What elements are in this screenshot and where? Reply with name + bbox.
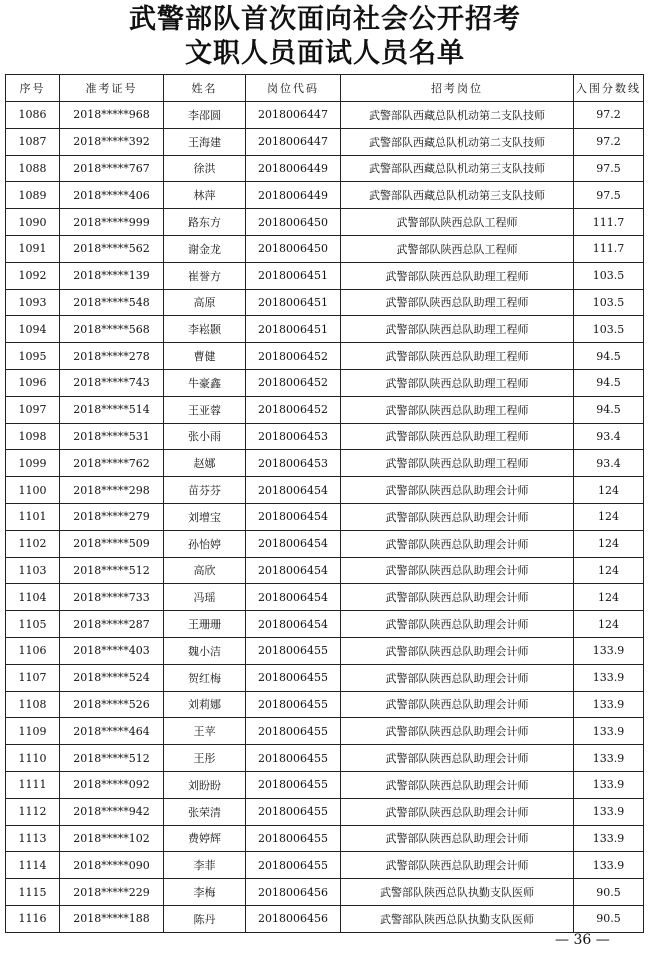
table-row <box>6 396 644 423</box>
table-row <box>6 369 644 396</box>
cell-name: 刘莉娜 <box>164 691 246 718</box>
cell-post: 武警部队陕西总队助理会计师 <box>341 825 574 852</box>
cell-post: 武警部队陕西总队助理工程师 <box>341 262 574 289</box>
cell-post: 武警部队陕西总队助理会计师 <box>341 691 574 718</box>
cell-exam-id: 2018*****762 <box>60 450 164 477</box>
cell-cutoff: 93.4 <box>574 423 644 450</box>
cell-post-code: 2018006454 <box>246 477 341 504</box>
cell-name: 李菲 <box>164 852 246 879</box>
cell-seq: 1089 <box>6 182 60 209</box>
cell-post: 武警部队陕西总队助理工程师 <box>341 450 574 477</box>
cell-post-code: 2018006456 <box>246 905 341 932</box>
cell-post: 武警部队陕西总队助理工程师 <box>341 369 574 396</box>
cell-post-code: 2018006447 <box>246 102 341 129</box>
cell-post: 武警部队陕西总队执勤支队医师 <box>341 905 574 932</box>
cell-name: 苗芬芬 <box>164 477 246 504</box>
cell-post-code: 2018006455 <box>246 718 341 745</box>
cell-name: 路东方 <box>164 209 246 236</box>
table-row <box>6 477 644 504</box>
table-row <box>6 262 644 289</box>
cell-cutoff: 124 <box>574 557 644 584</box>
cell-cutoff: 90.5 <box>574 905 644 932</box>
cell-post-code: 2018006453 <box>246 423 341 450</box>
cell-seq: 1094 <box>6 316 60 343</box>
cell-name: 费婷辉 <box>164 825 246 852</box>
cell-cutoff: 133.9 <box>574 798 644 825</box>
cell-post: 武警部队陕西总队工程师 <box>341 235 574 262</box>
cell-exam-id: 2018*****526 <box>60 691 164 718</box>
cell-seq: 1092 <box>6 262 60 289</box>
cell-seq: 1093 <box>6 289 60 316</box>
cell-post: 武警部队陕西总队助理工程师 <box>341 316 574 343</box>
cell-post-code: 2018006452 <box>246 396 341 423</box>
cell-seq: 1090 <box>6 209 60 236</box>
table-row <box>6 289 644 316</box>
table-row <box>6 852 644 879</box>
cell-seq: 1112 <box>6 798 60 825</box>
cell-exam-id: 2018*****287 <box>60 611 164 638</box>
table-row <box>6 691 644 718</box>
cell-exam-id: 2018*****968 <box>60 102 164 129</box>
document-title-line-1: 武警部队首次面向社会公开招考 <box>129 4 521 35</box>
cell-post: 武警部队陕西总队助理会计师 <box>341 503 574 530</box>
cell-name: 魏小洁 <box>164 637 246 664</box>
cell-name: 李崧颢 <box>164 316 246 343</box>
cell-cutoff: 97.2 <box>574 102 644 129</box>
cell-exam-id: 2018*****403 <box>60 637 164 664</box>
cell-post: 武警部队陕西总队助理工程师 <box>341 289 574 316</box>
cell-post-code: 2018006447 <box>246 128 341 155</box>
cell-seq: 1115 <box>6 879 60 906</box>
cell-seq: 1114 <box>6 852 60 879</box>
table-row <box>6 343 644 370</box>
cell-exam-id: 2018*****524 <box>60 664 164 691</box>
cell-post: 武警部队陕西总队工程师 <box>341 209 574 236</box>
cell-name: 王苹 <box>164 718 246 745</box>
cell-cutoff: 97.5 <box>574 155 644 182</box>
cell-cutoff: 133.9 <box>574 745 644 772</box>
header-post-code: 岗位代码 <box>246 75 341 102</box>
table-row <box>6 182 644 209</box>
cell-post: 武警部队陕西总队助理会计师 <box>341 557 574 584</box>
cell-exam-id: 2018*****406 <box>60 182 164 209</box>
table-row <box>6 718 644 745</box>
cell-post-code: 2018006455 <box>246 691 341 718</box>
table-header-row <box>6 75 644 102</box>
cell-seq: 1096 <box>6 369 60 396</box>
cell-post-code: 2018006452 <box>246 369 341 396</box>
cell-cutoff: 124 <box>574 477 644 504</box>
cell-cutoff: 133.9 <box>574 664 644 691</box>
cell-post-code: 2018006455 <box>246 852 341 879</box>
table-row <box>6 611 644 638</box>
cell-cutoff: 103.5 <box>574 289 644 316</box>
table-row <box>6 155 644 182</box>
cell-cutoff: 103.5 <box>574 262 644 289</box>
cell-exam-id: 2018*****139 <box>60 262 164 289</box>
table-row <box>6 584 644 611</box>
cell-name: 李梅 <box>164 879 246 906</box>
cell-cutoff: 111.7 <box>574 235 644 262</box>
table-row <box>6 235 644 262</box>
header-name: 姓名 <box>164 75 246 102</box>
cell-cutoff: 133.9 <box>574 852 644 879</box>
cell-name: 冯瑶 <box>164 584 246 611</box>
cell-post-code: 2018006454 <box>246 530 341 557</box>
cell-post-code: 2018006452 <box>246 343 341 370</box>
table-row <box>6 664 644 691</box>
cell-post-code: 2018006455 <box>246 825 341 852</box>
cell-seq: 1097 <box>6 396 60 423</box>
cell-seq: 1100 <box>6 477 60 504</box>
cell-post: 武警部队陕西总队助理会计师 <box>341 664 574 691</box>
cell-exam-id: 2018*****942 <box>60 798 164 825</box>
cell-post: 武警部队陕西总队助理会计师 <box>341 771 574 798</box>
table-row <box>6 557 644 584</box>
header-seq: 序号 <box>6 75 60 102</box>
cell-post-code: 2018006454 <box>246 584 341 611</box>
cell-post-code: 2018006454 <box>246 503 341 530</box>
table-row <box>6 102 644 129</box>
cell-cutoff: 133.9 <box>574 637 644 664</box>
cell-name: 林萍 <box>164 182 246 209</box>
cell-name: 贺红梅 <box>164 664 246 691</box>
cell-post: 武警部队陕西总队助理工程师 <box>341 423 574 450</box>
cell-name: 陈丹 <box>164 905 246 932</box>
header-cutoff: 入围分数线 <box>574 75 644 102</box>
table-row <box>6 530 644 557</box>
cell-name: 张荣清 <box>164 798 246 825</box>
cell-seq: 1091 <box>6 235 60 262</box>
cell-exam-id: 2018*****767 <box>60 155 164 182</box>
cell-exam-id: 2018*****188 <box>60 905 164 932</box>
cell-post: 武警部队陕西总队助理会计师 <box>341 530 574 557</box>
cell-name: 曹健 <box>164 343 246 370</box>
cell-post-code: 2018006454 <box>246 557 341 584</box>
cell-exam-id: 2018*****090 <box>60 852 164 879</box>
cell-name: 赵娜 <box>164 450 246 477</box>
cell-post-code: 2018006450 <box>246 209 341 236</box>
cell-cutoff: 94.5 <box>574 396 644 423</box>
table-row <box>6 905 644 932</box>
cell-post-code: 2018006453 <box>246 450 341 477</box>
cell-exam-id: 2018*****278 <box>60 343 164 370</box>
table-row <box>6 128 644 155</box>
cell-exam-id: 2018*****092 <box>60 771 164 798</box>
table-row <box>6 825 644 852</box>
table-row <box>6 503 644 530</box>
cell-post: 武警部队西藏总队机动第二支队技师 <box>341 128 574 155</box>
cell-exam-id: 2018*****229 <box>60 879 164 906</box>
cell-cutoff: 124 <box>574 584 644 611</box>
cell-name: 刘增宝 <box>164 503 246 530</box>
cell-name: 王彤 <box>164 745 246 772</box>
cell-exam-id: 2018*****999 <box>60 209 164 236</box>
cell-cutoff: 133.9 <box>574 691 644 718</box>
candidate-table <box>5 74 644 933</box>
cell-seq: 1107 <box>6 664 60 691</box>
cell-exam-id: 2018*****392 <box>60 128 164 155</box>
cell-post-code: 2018006455 <box>246 771 341 798</box>
cell-cutoff: 124 <box>574 530 644 557</box>
header-exam-id: 准考证号 <box>60 75 164 102</box>
cell-seq: 1111 <box>6 771 60 798</box>
cell-post: 武警部队陕西总队助理会计师 <box>341 798 574 825</box>
cell-name: 高原 <box>164 289 246 316</box>
cell-cutoff: 93.4 <box>574 450 644 477</box>
cell-cutoff: 133.9 <box>574 771 644 798</box>
cell-post: 武警部队陕西总队助理工程师 <box>341 343 574 370</box>
cell-post: 武警部队陕西总队助理会计师 <box>341 477 574 504</box>
cell-name: 刘盼盼 <box>164 771 246 798</box>
cell-exam-id: 2018*****464 <box>60 718 164 745</box>
cell-seq: 1110 <box>6 745 60 772</box>
cell-cutoff: 133.9 <box>574 825 644 852</box>
cell-post-code: 2018006451 <box>246 289 341 316</box>
cell-exam-id: 2018*****548 <box>60 289 164 316</box>
cell-post-code: 2018006454 <box>246 611 341 638</box>
cell-post: 武警部队陕西总队助理工程师 <box>341 396 574 423</box>
cell-name: 徐洪 <box>164 155 246 182</box>
cell-post: 武警部队陕西总队助理会计师 <box>341 852 574 879</box>
cell-cutoff: 111.7 <box>574 209 644 236</box>
table-row <box>6 745 644 772</box>
cell-seq: 1106 <box>6 637 60 664</box>
table-row <box>6 879 644 906</box>
cell-exam-id: 2018*****298 <box>60 477 164 504</box>
cell-cutoff: 124 <box>574 503 644 530</box>
page-number: — 36 — <box>555 932 610 948</box>
cell-exam-id: 2018*****743 <box>60 369 164 396</box>
cell-exam-id: 2018*****733 <box>60 584 164 611</box>
table-row <box>6 316 644 343</box>
cell-seq: 1105 <box>6 611 60 638</box>
cell-seq: 1095 <box>6 343 60 370</box>
cell-seq: 1101 <box>6 503 60 530</box>
cell-post: 武警部队陕西总队执勤支队医师 <box>341 879 574 906</box>
cell-seq: 1087 <box>6 128 60 155</box>
cell-exam-id: 2018*****279 <box>60 503 164 530</box>
cell-name: 王海建 <box>164 128 246 155</box>
cell-post-code: 2018006455 <box>246 637 341 664</box>
cell-post: 武警部队陕西总队助理会计师 <box>341 584 574 611</box>
cell-exam-id: 2018*****102 <box>60 825 164 852</box>
document-title-line-2: 文职人员面试人员名单 <box>185 38 465 69</box>
cell-seq: 1103 <box>6 557 60 584</box>
cell-name: 崔誉方 <box>164 262 246 289</box>
table-row <box>6 798 644 825</box>
cell-post-code: 2018006455 <box>246 745 341 772</box>
cell-post-code: 2018006455 <box>246 798 341 825</box>
cell-post: 武警部队西藏总队机动第三支队技师 <box>341 155 574 182</box>
cell-name: 高欣 <box>164 557 246 584</box>
cell-cutoff: 103.5 <box>574 316 644 343</box>
cell-post-code: 2018006449 <box>246 155 341 182</box>
cell-cutoff: 97.5 <box>574 182 644 209</box>
cell-name: 王珊珊 <box>164 611 246 638</box>
cell-seq: 1104 <box>6 584 60 611</box>
cell-post-code: 2018006455 <box>246 664 341 691</box>
cell-name: 孙怡婷 <box>164 530 246 557</box>
cell-post: 武警部队西藏总队机动第三支队技师 <box>341 182 574 209</box>
cell-exam-id: 2018*****512 <box>60 557 164 584</box>
table-row <box>6 209 644 236</box>
cell-post-code: 2018006456 <box>246 879 341 906</box>
table-row <box>6 771 644 798</box>
cell-seq: 1088 <box>6 155 60 182</box>
cell-name: 牛豪鑫 <box>164 369 246 396</box>
cell-name: 王亚蓉 <box>164 396 246 423</box>
cell-cutoff: 133.9 <box>574 718 644 745</box>
cell-seq: 1109 <box>6 718 60 745</box>
cell-name: 张小雨 <box>164 423 246 450</box>
cell-name: 李邵圆 <box>164 102 246 129</box>
cell-seq: 1102 <box>6 530 60 557</box>
cell-seq: 1116 <box>6 905 60 932</box>
cell-seq: 1113 <box>6 825 60 852</box>
cell-cutoff: 97.2 <box>574 128 644 155</box>
cell-exam-id: 2018*****509 <box>60 530 164 557</box>
cell-post: 武警部队陕西总队助理会计师 <box>341 718 574 745</box>
cell-exam-id: 2018*****562 <box>60 235 164 262</box>
cell-exam-id: 2018*****531 <box>60 423 164 450</box>
cell-post-code: 2018006450 <box>246 235 341 262</box>
cell-cutoff: 94.5 <box>574 343 644 370</box>
table-row <box>6 450 644 477</box>
cell-name: 谢金龙 <box>164 235 246 262</box>
cell-seq: 1098 <box>6 423 60 450</box>
cell-post: 武警部队西藏总队机动第二支队技师 <box>341 102 574 129</box>
cell-post-code: 2018006451 <box>246 316 341 343</box>
cell-post: 武警部队陕西总队助理会计师 <box>341 637 574 664</box>
cell-post: 武警部队陕西总队助理会计师 <box>341 611 574 638</box>
cell-seq: 1099 <box>6 450 60 477</box>
cell-cutoff: 90.5 <box>574 879 644 906</box>
table-row <box>6 637 644 664</box>
cell-post-code: 2018006451 <box>246 262 341 289</box>
table-row <box>6 423 644 450</box>
cell-cutoff: 124 <box>574 611 644 638</box>
cell-post: 武警部队陕西总队助理会计师 <box>341 745 574 772</box>
cell-post-code: 2018006449 <box>246 182 341 209</box>
cell-exam-id: 2018*****512 <box>60 745 164 772</box>
cell-seq: 1108 <box>6 691 60 718</box>
header-post: 招考岗位 <box>341 75 574 102</box>
cell-exam-id: 2018*****514 <box>60 396 164 423</box>
cell-seq: 1086 <box>6 102 60 129</box>
cell-cutoff: 94.5 <box>574 369 644 396</box>
cell-exam-id: 2018*****568 <box>60 316 164 343</box>
